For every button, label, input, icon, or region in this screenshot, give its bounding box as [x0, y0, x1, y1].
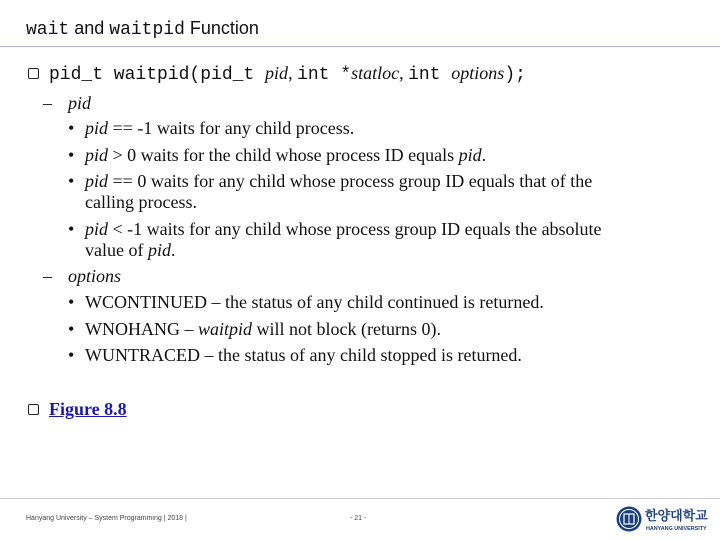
pid-item-4-lead: pid: [85, 219, 109, 239]
proto-sep-1: ,: [288, 63, 298, 83]
dot-bullet-icon: •: [68, 145, 75, 165]
proto-code-1: pid_t waitpid(pid_t: [49, 65, 266, 85]
proto-arg-statloc: statloc: [351, 63, 400, 83]
pid-item-1-lead: pid: [85, 118, 109, 138]
dash-bullet-icon: –: [43, 266, 52, 286]
pid-item-3-continuation: calling process.: [85, 192, 197, 212]
square-bullet-icon: [28, 68, 39, 79]
square-bullet-icon: [28, 404, 39, 415]
dot-bullet-icon: •: [68, 292, 75, 312]
logo-english-text: HANYANG UNIVERSITY: [646, 526, 707, 532]
dot-bullet-icon: •: [68, 171, 75, 191]
dash-bullet-icon: –: [43, 93, 52, 113]
options-heading-text: options: [68, 266, 122, 286]
pid-item-4-cont-a: value of: [85, 240, 148, 260]
pid-heading-text: pid: [68, 93, 92, 113]
dot-bullet-icon: •: [68, 319, 75, 339]
options-item-2-pre: WNOHANG –: [85, 319, 198, 339]
pid-item-3-rest: == 0 waits for any child whose process group ID equals that of the: [108, 171, 593, 191]
footer-divider: [0, 498, 720, 499]
pid-item-2-end: .: [481, 145, 487, 165]
proto-code-3: int: [408, 65, 452, 85]
university-logo: [615, 504, 715, 534]
pid-item-2-lead: pid: [85, 145, 109, 165]
pid-item-4-continuation: [85, 240, 176, 260]
pid-item-4-cont-b: pid: [147, 240, 171, 260]
footer-page-number: - 21 -: [350, 515, 367, 522]
pid-item-1-rest: == -1 waits for any child process.: [108, 118, 355, 138]
proto-code-4: );: [504, 65, 526, 85]
options-item-2-italic: waitpid: [197, 319, 252, 339]
proto-arg-options: options: [451, 63, 505, 83]
dot-bullet-icon: •: [68, 345, 75, 365]
pid-item-4-rest: < -1 waits for any child whose process group ID equals the absolute: [108, 219, 602, 239]
title-code-waitpid: waitpid: [109, 20, 185, 40]
logo-korean-text: 한양대학교: [645, 509, 708, 524]
footer-course: Hanyang University – System Programming | 2018 |: [26, 515, 187, 522]
slide-title: [26, 18, 259, 40]
pid-item-2-rest: > 0 waits for the child whose process ID equals: [108, 145, 459, 165]
prototype-line: [28, 63, 526, 85]
title-tail: Function: [184, 18, 259, 38]
dot-bullet-icon: •: [68, 219, 75, 239]
figure-link[interactable]: Figure 8.8: [49, 399, 127, 419]
options-item-1-text: WCONTINUED – the status of any child continued is returned.: [85, 292, 544, 312]
proto-arg-pid: pid: [265, 63, 289, 83]
options-item-3-text: WUNTRACED – the status of any child stopped is returned.: [85, 345, 522, 365]
pid-item-2-tail: pid: [458, 145, 482, 165]
pid-item-3-lead: pid: [85, 171, 109, 191]
figure-line: [28, 399, 127, 419]
dot-bullet-icon: •: [68, 118, 75, 138]
options-item-2-post: will not block (returns 0).: [252, 319, 441, 339]
proto-sep-2: ,: [399, 63, 409, 83]
title-and: and: [69, 18, 110, 38]
proto-code-2: int *: [297, 65, 352, 85]
pid-item-4-cont-c: .: [171, 240, 176, 260]
title-divider: [0, 46, 720, 47]
title-code-wait: wait: [26, 20, 70, 40]
